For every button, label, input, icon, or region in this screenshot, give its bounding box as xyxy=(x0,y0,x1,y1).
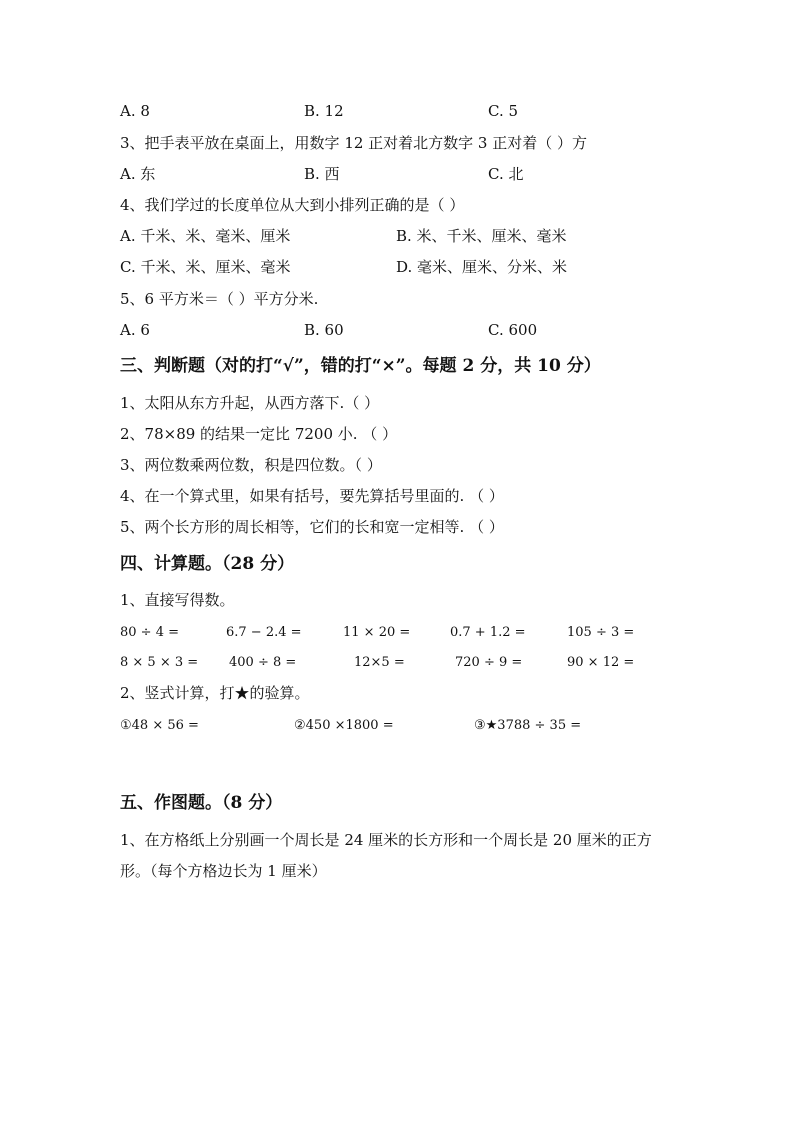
calc-r1-c3: 11 × 20 = xyxy=(343,625,411,640)
judge-item-5: 5、两个长方形的周长相等，它们的长和宽一定相等. （ ） xyxy=(120,518,504,536)
section3-title: 三、判断题（对的打“√”，错的打“×”。每题 2 分，共 10 分） xyxy=(120,356,601,376)
q5-option-a: A. 6 xyxy=(120,321,150,339)
q5-question: 5、6 平方米＝（ ）平方分米. xyxy=(120,290,319,308)
vertical-calc-3: ③★3788 ÷ 35 = xyxy=(474,718,582,733)
q4-option-b: B. 米、千米、厘米、毫米 xyxy=(396,227,567,245)
vertical-calc-1: ①48 × 56 = xyxy=(120,718,199,733)
q3-question: 3、把手表平放在桌面上，用数字 12 正对着北方数字 3 正对着（ ）方 xyxy=(120,134,588,152)
q3-option-b: B. 西 xyxy=(304,165,340,183)
judge-item-2: 2、78×89 的结果一定比 7200 小. （ ） xyxy=(120,425,398,443)
judge-item-1: 1、太阳从东方升起，从西方落下.（ ） xyxy=(120,394,380,412)
vertical-calc-2: ②450 ×1800 = xyxy=(294,718,394,733)
q4-option-c: C. 千米、米、厘米、毫米 xyxy=(120,258,291,276)
calc-r1-c5: 105 ÷ 3 = xyxy=(567,625,635,640)
calc-r1-c4: 0.7 + 1.2 = xyxy=(450,625,526,640)
judge-item-4: 4、在一个算式里，如果有括号，要先算括号里面的. （ ） xyxy=(120,487,504,505)
section5-title: 五、作图题。（8 分） xyxy=(120,793,283,813)
calc-part1-title: 1、直接写得数。 xyxy=(120,591,235,609)
drawing-question-line1: 1、在方格纸上分别画一个周长是 24 厘米的长方形和一个周长是 20 厘米的正方 xyxy=(120,831,652,849)
calc-part2-title: 2、竖式计算，打★的验算。 xyxy=(120,684,310,702)
drawing-question-line2: 形。（每个方格边长为 1 厘米） xyxy=(120,862,327,880)
q2-option-a: A. 8 xyxy=(120,102,150,120)
q4-option-a: A. 千米、米、毫米、厘米 xyxy=(120,227,291,245)
q4-option-d: D. 毫米、厘米、分米、米 xyxy=(396,258,568,276)
q2-option-c: C. 5 xyxy=(488,102,519,120)
calc-r2-c1: 8 × 5 × 3 = xyxy=(120,655,199,670)
calc-r2-c5: 90 × 12 = xyxy=(567,655,635,670)
q3-option-c: C. 北 xyxy=(488,165,524,183)
calc-r2-c4: 720 ÷ 9 = xyxy=(455,655,523,670)
judge-item-3: 3、两位数乘两位数，积是四位数。（ ） xyxy=(120,456,382,474)
calc-r2-c3: 12×5 = xyxy=(354,655,405,670)
section4-title: 四、计算题。（28 分） xyxy=(120,554,295,574)
q4-question: 4、我们学过的长度单位从大到小排列正确的是（ ） xyxy=(120,196,465,214)
q2-option-b: B. 12 xyxy=(304,102,344,120)
q3-option-a: A. 东 xyxy=(120,165,156,183)
calc-r1-c2: 6.7 − 2.4 = xyxy=(226,625,302,640)
calc-r1-c1: 80 ÷ 4 = xyxy=(120,625,179,640)
q5-option-c: C. 600 xyxy=(488,321,538,339)
q5-option-b: B. 60 xyxy=(304,321,344,339)
calc-r2-c2: 400 ÷ 8 = xyxy=(229,655,297,670)
